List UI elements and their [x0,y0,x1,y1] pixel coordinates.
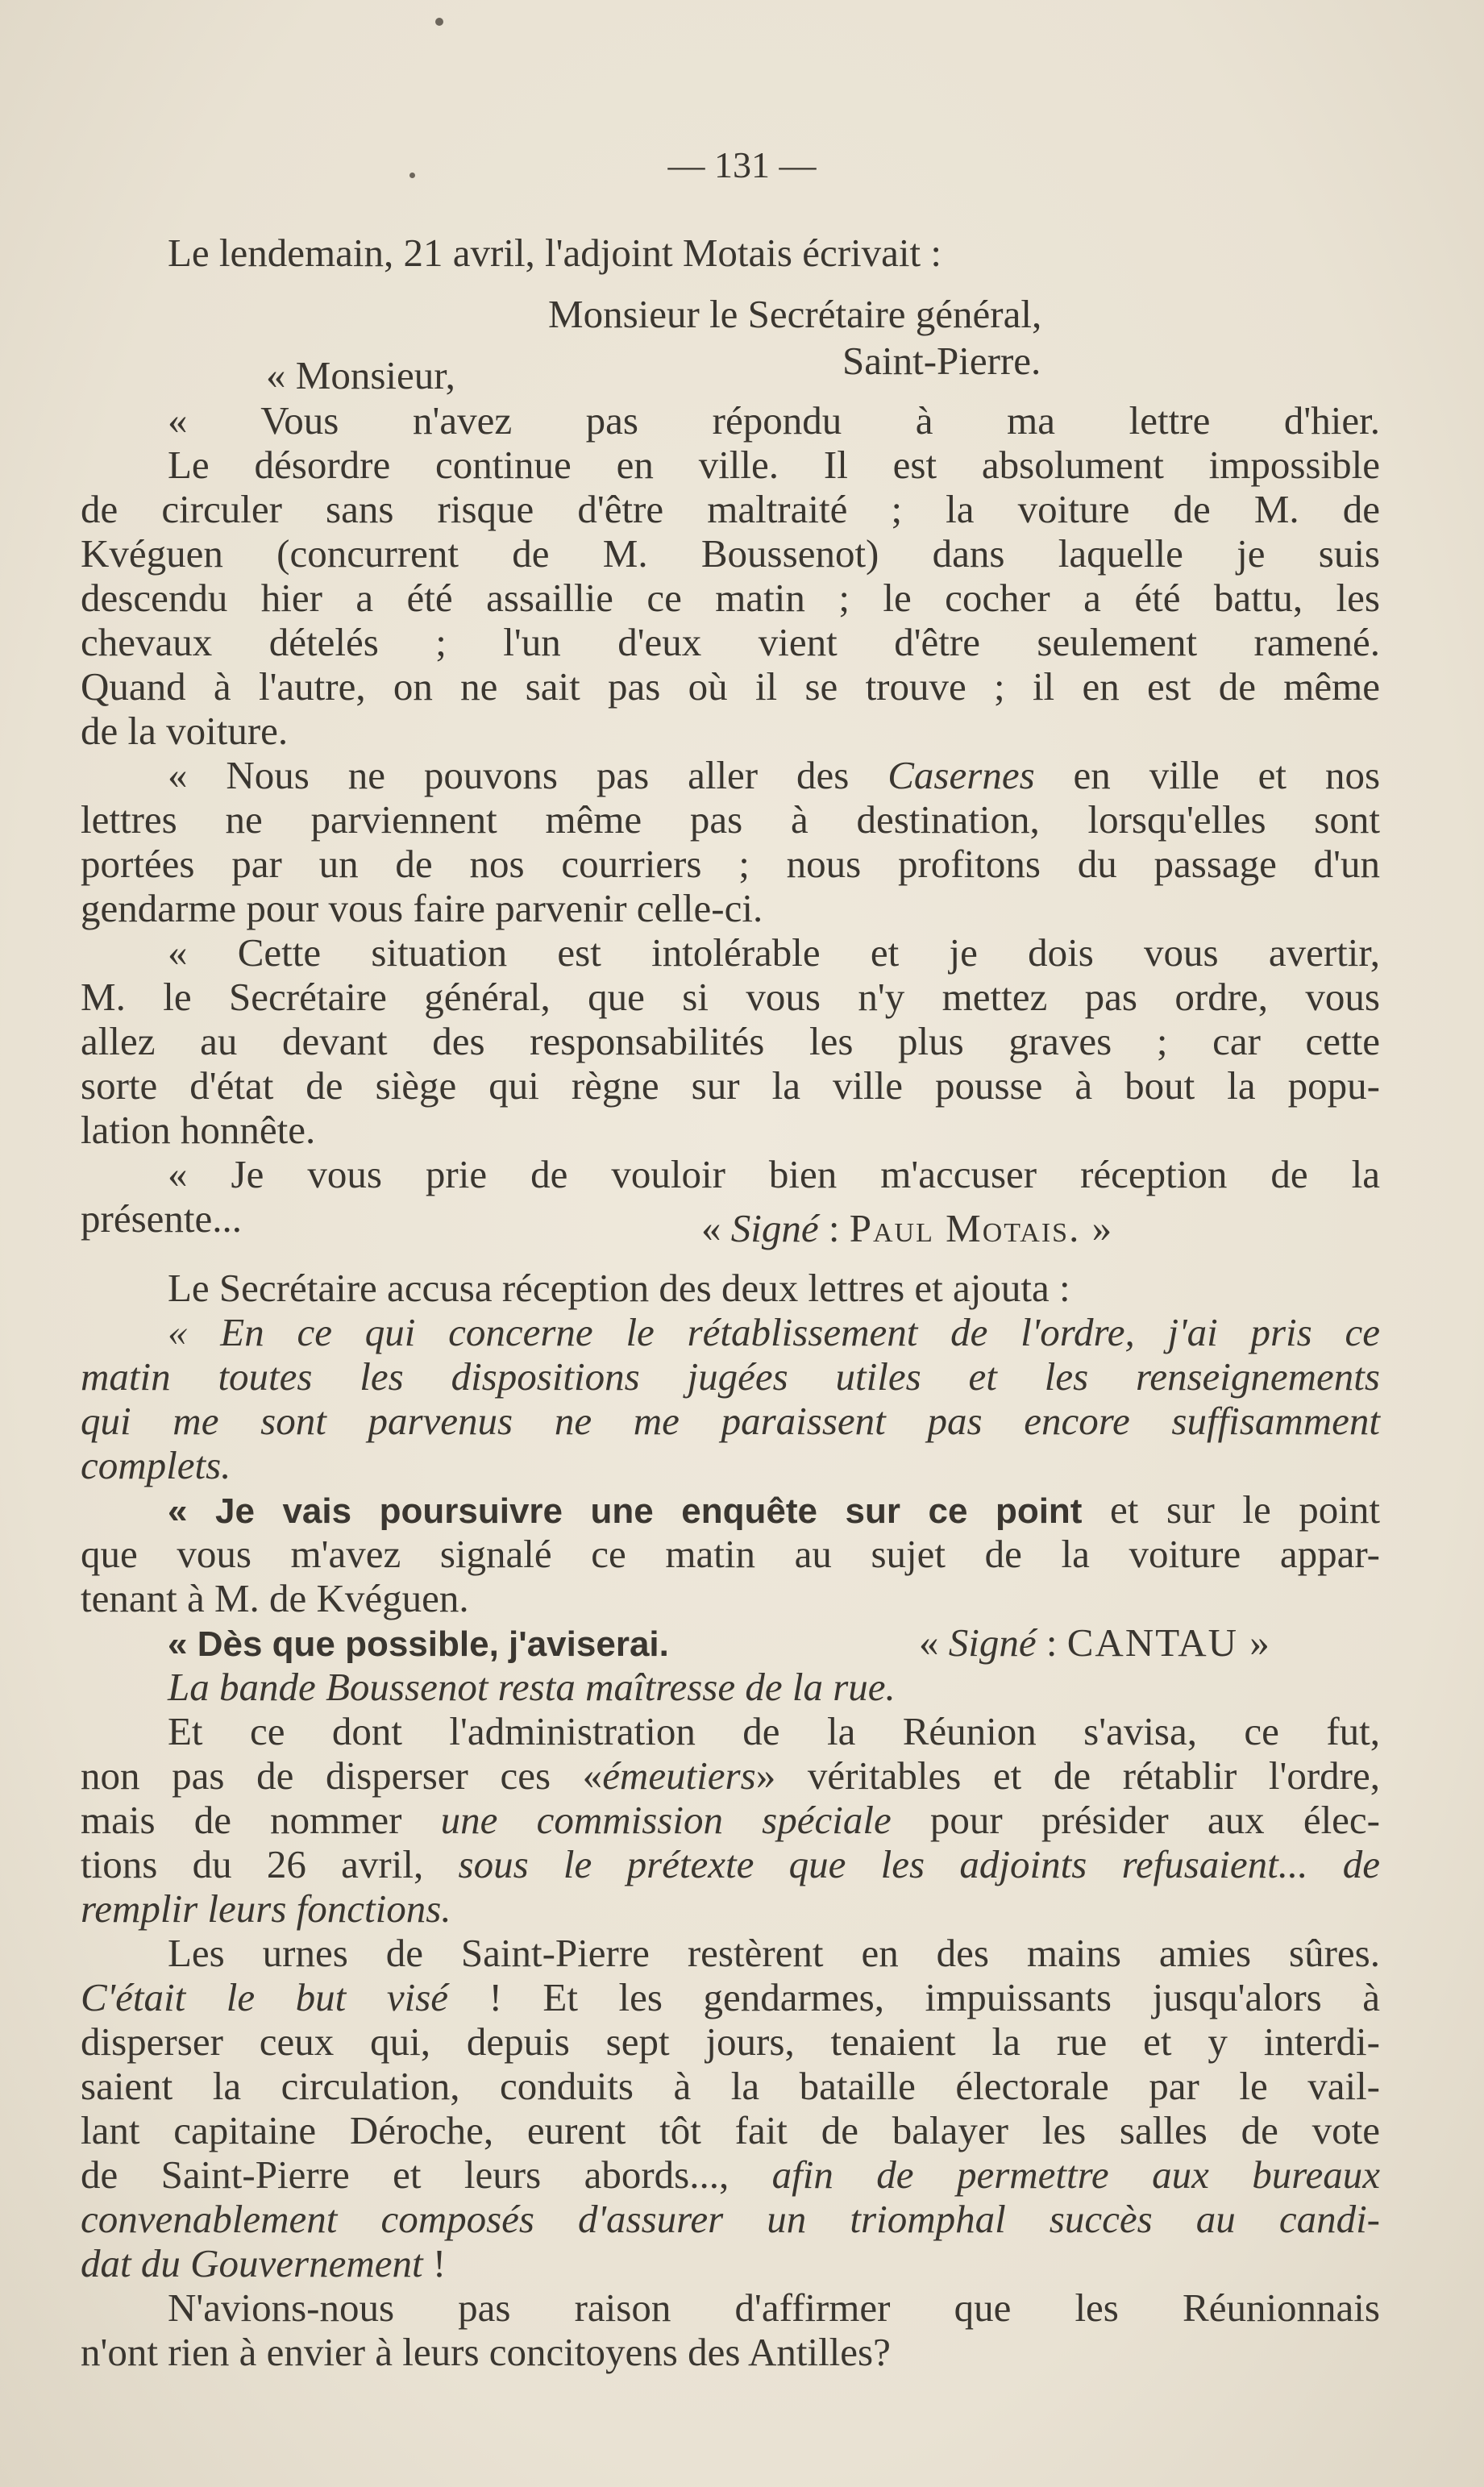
letter1-p2-line: Le désordre continue en ville. Il est absolument impossible [168,443,1380,487]
letter1-signature-line [701,1206,1113,1250]
text-segment: pour présider aux élec- [929,1798,1380,1842]
text-segment: ! Et les gendarmes, impuissants jusqu'alors à [488,1975,1380,2019]
conclusion-italic-line: La bande Boussenot resta maîtresse de la rue. [168,1665,896,1709]
quote-mark: « [919,1620,939,1665]
letter2-p1-line: qui me sont parvenus ne me paraissent pas encore suffisamment [81,1399,1380,1443]
signature: Paul Motais. » [849,1206,1114,1250]
bold-segment: « Je vais poursuivre une enquête sur ce point [168,1491,1083,1531]
conclusion-line: n'ont rien à envier à leurs concitoyens des Antilles? [81,2330,891,2374]
letter2-p2-line: tenant à M. de Kvéguen. [81,1576,469,1620]
letter1-p4-line: sorte d'état de siège qui règne sur la ville pousse à bout la popu- [81,1063,1380,1108]
conclusion-line [81,1798,1380,1842]
italic-segment: une commission spéciale [440,1798,892,1842]
conclusion-line [81,2152,1380,2197]
conclusion-line [81,1842,1380,1886]
letter2-signature-line [919,1620,1271,1665]
letter2-p2-line: que vous m'avez signalé ce matin au sujet de la voiture appar- [81,1532,1380,1576]
conclusion-line: saient la circulation, conduits à la bataille électorale par le vail- [81,2064,1380,2108]
conclusion-line: lant capitaine Déroche, eurent tôt fait de balayer les salles de vote [81,2108,1380,2152]
letter2-p1-line: complets. [81,1443,231,1487]
letter2-p3: « Dès que possible, j'aviserai. [168,1624,669,1664]
salutation: « Monsieur, [266,353,455,397]
letter1-p2-line: de la voiture. [81,709,289,753]
letter1-p2-line: de circuler sans risque d'être maltraité ; la voiture de M. de [81,487,1380,531]
letter1-p5-end: présente... [81,1196,242,1241]
conclusion-line: N'avions-nous pas raison d'affirmer que les Réunionnais [168,2285,1380,2330]
letter1-paragraph-1: « Vous n'avez pas répondu à ma lettre d'hier. [168,398,1380,443]
recipient-title: Monsieur le Secrétaire général, [548,292,1042,336]
quote-mark: « [701,1206,721,1250]
letter1-p5-line: « Je vous prie de vouloir bien m'accuser réception de la [168,1152,1380,1196]
letter1-p3-line: lettres ne parviennent même pas à destination, lorsqu'elles sont [81,797,1380,842]
italic-word: Casernes [887,753,1035,797]
letter1-p4-line: allez au devant des responsabilités les plus graves ; car cette [81,1019,1380,1063]
colon: : [828,1206,840,1250]
text-segment: ! [432,2241,447,2285]
text-segment: « Nous ne pouvons pas aller des [168,753,850,797]
text-segment: mais de nommer [81,1798,402,1842]
conclusion-line [81,2241,1380,2285]
conclusion-line: convenablement composés d'assurer un triomphal succès au candi- [81,2197,1380,2241]
conclusion-line [81,1753,1380,1798]
conclusion-line: Et ce dont l'administration de la Réunion s'avisa, ce fut, [168,1709,1380,1753]
letter2-p1-line: « En ce qui concerne le rétablissement de l'ordre, j'ai pris ce [168,1310,1380,1354]
signed-label: Signé [730,1206,819,1250]
recipient-place: Saint-Pierre. [842,339,1041,383]
letter2-p2-first-line [168,1487,1380,1533]
letter1-p2-line: descendu hier a été assaillie ce matin ; le cocher a été battu, les [81,576,1380,620]
conclusion-line [81,1975,1380,2019]
italic-segment: dat du Gouvernement [81,2241,423,2285]
page-number: — 131 — [667,144,817,185]
italic-segment: C'était le but visé [81,1975,449,2019]
letter1-p2-line: chevaux dételés ; l'un d'eux vient d'être seulement ramené. [81,620,1380,664]
text-segment: » véritables et de rétablir l'ordre, [755,1753,1380,1798]
text-segment: de Saint-Pierre et leurs abords..., [81,2152,730,2197]
letter1-p3-line: gendarme pour vous faire parvenir celle-ci. [81,886,763,930]
text-segment: et sur le point [1110,1487,1381,1532]
letter2-p1-line: matin toutes les dispositions jugées utiles et les renseignements [81,1354,1380,1399]
letter1-p4-line: lation honnête. [81,1108,316,1152]
italic-word: émeutiers [602,1753,756,1798]
signed-label: Signé [948,1620,1037,1665]
intro-line: Le lendemain, 21 avril, l'adjoint Motais écrivait : [168,231,942,275]
letter1-p4-line: « Cette situation est intolérable et je dois vous avertir, [168,930,1380,975]
letter1-p3-first-line [168,753,1380,797]
text-segment: en ville et nos [1073,753,1381,797]
colon: : [1045,1620,1058,1665]
text-segment: non pas de disperser ces « [81,1753,603,1798]
italic-segment: sous le prétexte que les adjoints refusaient... de [458,1842,1381,1886]
letter1-p2-line: Quand à l'autre, on ne sait pas où il se trouve ; il en est de même [81,664,1380,709]
letter1-p2-line: Kvéguen (concurrent de M. Boussenot) dans laquelle je suis [81,531,1380,576]
signature: CANTAU » [1066,1620,1271,1665]
conclusion-line: disperser ceux qui, depuis sept jours, tenaient la rue et y interdi- [81,2019,1380,2064]
text-segment: tions du 26 avril, [81,1842,424,1886]
reply-intro: Le Secrétaire accusa réception des deux lettres et ajouta : [168,1266,1070,1310]
conclusion-line: remplir leurs fonctions. [81,1886,451,1931]
italic-segment: afin de permettre aux bureaux [771,2152,1380,2197]
ink-speck [435,18,443,26]
letter1-p3-line: portées par un de nos courriers ; nous profitons du passage d'un [81,842,1380,886]
conclusion-line: Les urnes de Saint-Pierre restèrent en des mains amies sûres. [168,1931,1380,1975]
letter1-p4-line: M. le Secrétaire général, que si vous n'y mettez pas ordre, vous [81,975,1380,1019]
